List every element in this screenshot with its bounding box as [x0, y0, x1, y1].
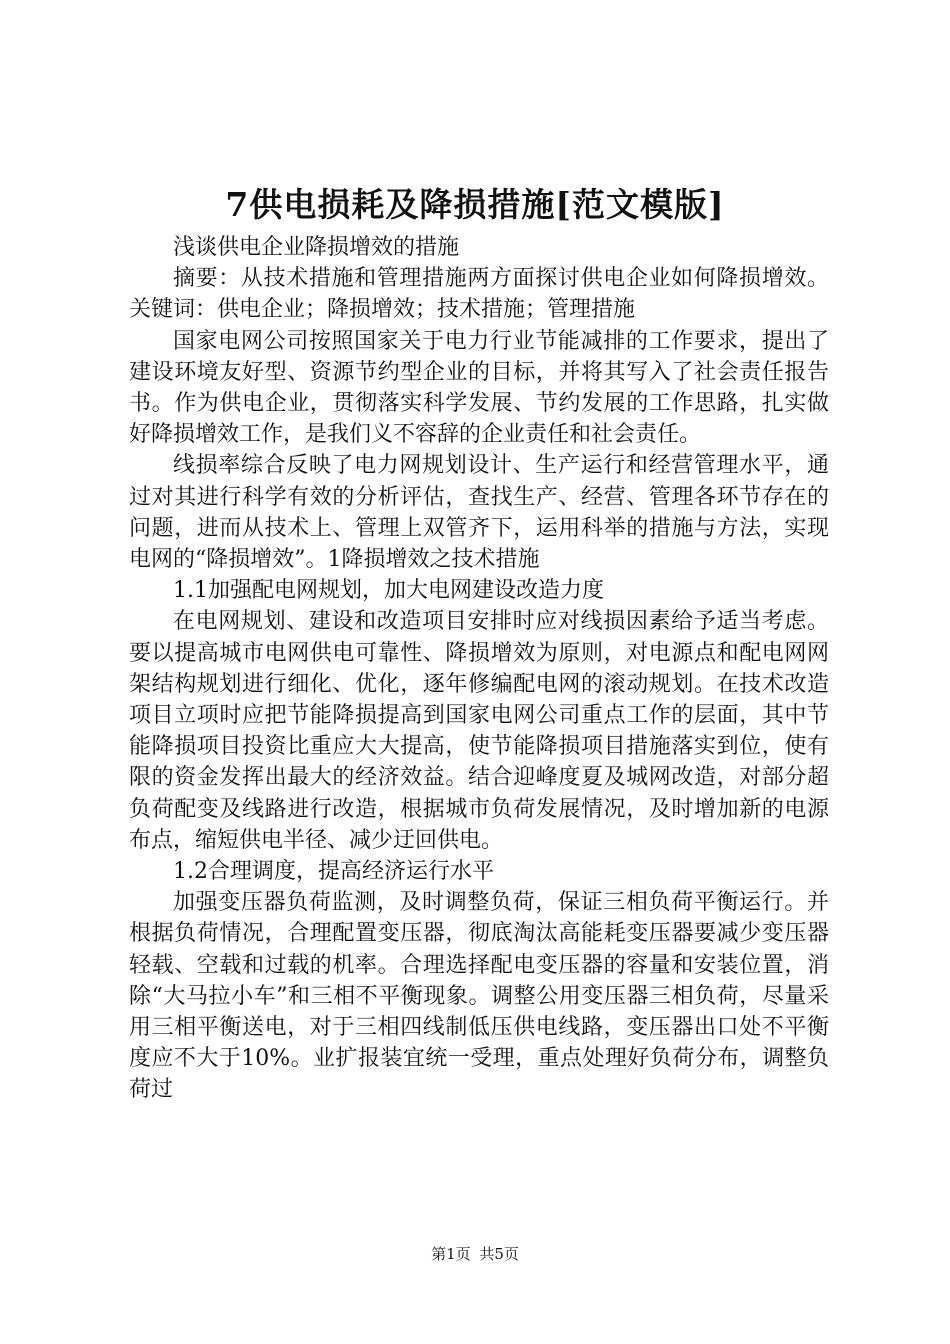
body-paragraph: 在电网规划、建设和改造项目安排时应对线损因素给予适当考虑。要以提高城市电网供电可靠性、降损增效为原则，对电源点和配电网网架结构规划进行细化、优化，逐年修编配电网的滚动规划。在技术改造项目立项时应把节能降损提高到国家电网公司重点工作的层面，其中节能降损项目投资比重应大大提高，使节能降损项目措施落实到位，使有限的资金发挥出最大的经济效益。结合迎峰度夏及城网改造，对部分超负荷配变及线路进行改造，根据城市负荷发展情况，及时增加新的电源布点，缩短供电半径、减少迂回供电。 [129, 609, 829, 853]
section-heading-1-1: 1.1加强配电网规划，加大电网建设改造力度 [173, 578, 604, 604]
document-body [129, 232, 829, 1106]
article-title-paragraph: 浅谈供电企业降损增效的措施 [173, 235, 460, 260]
section-heading-1-2: 1.2合理调度，提高经济运行水平 [173, 859, 494, 885]
body-paragraph: 加强变压器负荷监测，及时调整负荷，保证三相负荷平衡运行。并根据负荷情况，合理配置变压器，彻底淘汰高能耗变压器要减少变压器轻载、空载和过载的机率。合理选择配电变压器的容量和安装位置，消除“大马拉小车”和三相不平衡现象。调整公用变压器三相负荷，尽量采用三相平衡送电，对于三相四线制低压供电线路，变压器出口处不平衡度应不大于10%。业扩报装宜统一受理，重点处理好负荷分布，调整负荷过 [129, 890, 829, 1103]
page-footer [0, 1244, 950, 1264]
page-number: 第1页 [431, 1245, 471, 1263]
document-title: 7供电损耗及降损措施[范文模版] [225, 185, 725, 224]
body-paragraph: 国家电网公司按照国家关于电力行业节能减排的工作要求，提出了建设环境友好型、资源节约型企业的目标，并将其写入了社会责任报告书。作为供电企业，贯彻落实科学发展、节约发展的工作思路，扎实做好降损增效工作，是我们义不容辞的企业责任和社会责任。 [129, 328, 829, 448]
abstract-paragraph: 摘要：从技术措施和管理措施两方面探讨供电企业如何降损增效。关键词：供电企业；降损增效；技术措施；管理措施 [129, 266, 829, 323]
body-paragraph: 线损率综合反映了电力网规划设计、生产运行和经营管理水平，通过对其进行科学有效的分析评估，查找生产、经营、管理各环节存在的问题，进而从技术上、管理上双管齐下，运用科举的措施与方法，实现电网的“降损增效”。1降损增效之技术措施 [129, 453, 829, 573]
page-total: 共5页 [479, 1245, 519, 1263]
